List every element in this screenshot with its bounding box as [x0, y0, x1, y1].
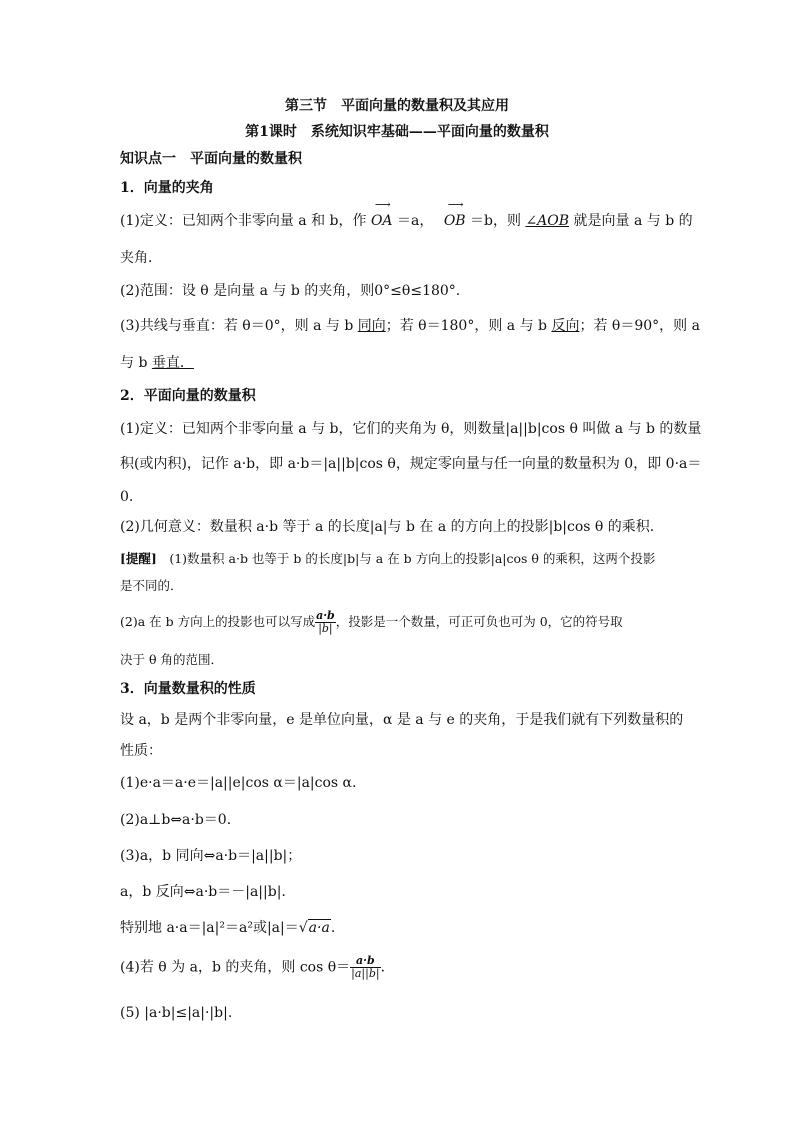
definition-angle-line: (1)定义：已知两个非零向量 a 和 b，作 ⟶ OA ＝a， ⟶ OB ＝b，则 ∠AOB 就是向量 a 与 b 的: [120, 198, 693, 229]
property-3c: 特别地 a·a＝|a|²＝a²或|a|＝√a·a.: [120, 920, 336, 936]
collinear-line-2: 与 b 垂直．: [120, 355, 194, 371]
geometric-meaning: (2)几何意义：数量积 a·b 等于 a 的长度|a|与 b 在 a 的方向上的投影|b|cos θ 的乘积．: [120, 519, 664, 535]
property-4: (4)若 θ 为 a，b 的夹角，则 cos θ＝ $\frac{a\cdot b}{|a||b|}$ .: [120, 954, 386, 980]
definition-angle-line-2: 夹角．: [120, 250, 162, 266]
tip-line-1: [提醒] (1)数量积 a·b 也等于 b 的长度|b|与 a 在 b 方向上的投影|a|cos θ 的乘积，这两个投影: [120, 551, 656, 566]
properties-intro-1: 设 a，b 是两个非零向量，e 是单位向量，α 是 a 与 e 的夹角，于是我们就有下列数量积的: [120, 712, 684, 728]
heading-vector-angle: 1．向量的夹角: [120, 180, 214, 196]
projection-fraction: $\frac{a\cdot b}{|b|}$: [316, 609, 335, 635]
tip-line-4: 决于 θ 角的范围．: [120, 652, 223, 667]
tip-label: [提醒]: [120, 551, 157, 566]
tip-line-3: (2)a 在 b 方向上的投影也可以写成 $\frac{a\cdot b}{|b|}$ ，投影是一个数量，可正可负也可为 0，它的符号取: [120, 609, 623, 635]
tip-line-2: 是不同的．: [120, 578, 183, 593]
range-line: (2)范围：设 θ 是向量 a 与 b 的夹角，则0°≤θ≤180°.: [120, 283, 461, 299]
dot-definition-line-3: 0.: [120, 489, 134, 505]
properties-intro-2: 性质：: [120, 743, 162, 759]
heading-properties: 3．向量数量积的性质: [120, 681, 256, 697]
property-2: (2)a⊥b⇔a·b＝0.: [120, 812, 232, 828]
section-title: 第三节 平面向量的数量积及其应用: [285, 98, 509, 114]
property-5: (5) |a·b|≤|a|·|b|.: [120, 1005, 233, 1021]
dot-definition-line-2: 积(或内积)，记作 a·b，即 a·b＝|a||b|cos θ，规定零向量与任一向量的数量积为 0，即 0·a＝: [120, 456, 702, 472]
heading-dot-product: 2．平面向量的数量积: [120, 388, 256, 404]
vector-ob: ⟶ OB: [443, 198, 466, 229]
property-3a: (3)a，b 同向⇔a·b＝|a||b|；: [120, 848, 302, 864]
vector-oa: ⟶ OA: [370, 198, 393, 229]
knowledge-point-heading: 知识点一 平面向量的数量积: [120, 151, 302, 167]
property-3b: a，b 反向⇔a·b＝－|a||b|.: [120, 884, 286, 900]
lesson-title: 第1课时 系统知识牢基础——平面向量的数量积: [245, 124, 549, 140]
property-1: (1)e·a＝a·e＝|a||e|cos α＝|a|cos α.: [120, 775, 357, 791]
angle-aob: ∠AOB: [525, 213, 570, 229]
dot-definition-line-1: (1)定义：已知两个非零向量 a 与 b，它们的夹角为 θ，则数量|a||b|cos θ 叫做 a 与 b 的数量: [120, 421, 702, 437]
collinear-line: (3)共线与垂直：若 θ＝0°，则 a 与 b 同向；若 θ＝180°，则 a 与 b 反向；若 θ＝90°，则 a: [120, 318, 700, 334]
cos-fraction: $\frac{a\cdot b}{|a||b|}$: [351, 954, 380, 980]
sqrt-expression: √a·a: [298, 920, 330, 936]
